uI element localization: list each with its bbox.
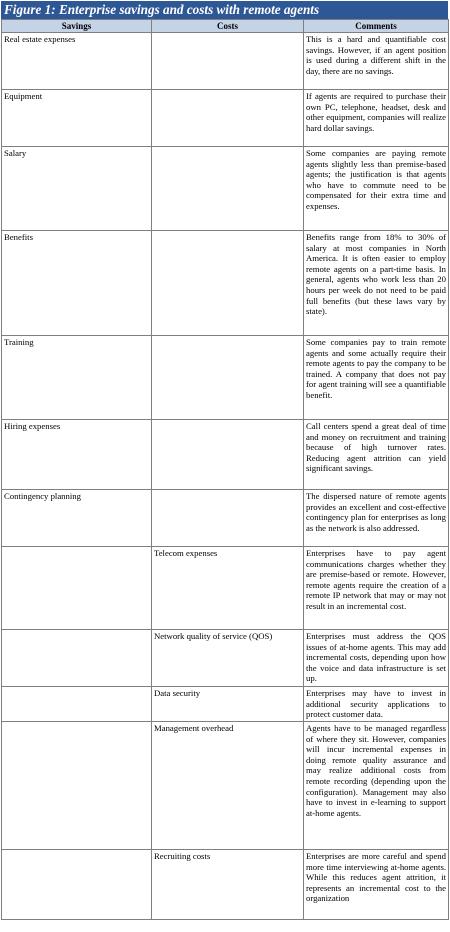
savings-cell: Equipment <box>2 90 152 147</box>
costs-cell: Recruiting costs <box>152 850 304 920</box>
comment-cell: Benefits range from 18% to 30% of salary at most companies in North America. It is often easier to employ remote agents on a part-time basis. In general, agents who work less than 20 hours per week do not need to be paid full benefits (but these laws vary by state). <box>304 231 449 336</box>
table-row <box>2 90 449 147</box>
savings-cell <box>2 722 152 850</box>
savings-cell: Salary <box>2 147 152 231</box>
savings-cell <box>2 850 152 920</box>
costs-cell: Telecom expenses <box>152 547 304 630</box>
savings-cell: Real estate expenses <box>2 33 152 90</box>
savings-cell <box>2 630 152 687</box>
savings-cell <box>2 687 152 722</box>
comment-cell: Enterprises are more careful and spend more time interviewing at-home agents. While this reduces agent attrition, it represents an incremental cost to the organization <box>304 850 449 920</box>
savings-cell: Training <box>2 336 152 420</box>
savings-costs-table <box>1 19 449 920</box>
table-row <box>2 630 449 687</box>
comment-cell: If agents are required to purchase their own PC, telephone, headset, desk and other equipment, companies will realize hard dollar savings. <box>304 90 449 147</box>
table-row <box>2 33 449 90</box>
savings-cell <box>2 547 152 630</box>
table-row <box>2 420 449 490</box>
costs-cell: Management overhead <box>152 722 304 850</box>
table-row <box>2 490 449 547</box>
comment-cell: Agents have to be managed regardless of where they sit. However, companies will incur incremental expenses in doing remote quality assurance and may realize additional costs from remote recording (depending upon the configuration). Management may also have to invest in e-learning to support at-home agents. <box>304 722 449 850</box>
comment-cell: The dispersed nature of remote agents provides an excellent and cost-effective contingency plan for enterprises as long as the network is also addressed. <box>304 490 449 547</box>
comment-cell: Enterprises must address the QOS issues of at-home agents. This may add incremental costs, depending upon how the voice and data infrastructure is set up. <box>304 630 449 687</box>
table-row <box>2 147 449 231</box>
figure <box>1 1 448 920</box>
table-row <box>2 722 449 850</box>
figure-title: Figure 1: Enterprise savings and costs with remote agents <box>1 1 448 19</box>
costs-cell <box>152 420 304 490</box>
table-row <box>2 850 449 920</box>
costs-cell <box>152 90 304 147</box>
comment-cell: Enterprises have to pay agent communications charges whether they are premise-based or remote. However, remote agents require the creation of a remote IP network that may or may not result in an incremental cost. <box>304 547 449 630</box>
costs-cell <box>152 336 304 420</box>
costs-cell <box>152 231 304 336</box>
savings-cell: Contingency planning <box>2 490 152 547</box>
column-header-comments: Comments <box>304 20 449 33</box>
comment-cell: Enterprises may have to invest in additional security applications to protect customer data. <box>304 687 449 722</box>
costs-cell: Data security <box>152 687 304 722</box>
comment-cell: Some companies pay to train remote agents and some actually require their remote agents to pay the company to be trained. A company that does not pay for agent training will see a quantifiable benefit. <box>304 336 449 420</box>
table-row <box>2 687 449 722</box>
costs-cell <box>152 33 304 90</box>
costs-cell <box>152 147 304 231</box>
comment-cell: Call centers spend a great deal of time and money on recruitment and training because of high turnover rates. Reducing agent attrition can yield significant savings. <box>304 420 449 490</box>
savings-cell: Benefits <box>2 231 152 336</box>
costs-cell <box>152 490 304 547</box>
column-header-costs: Costs <box>152 20 304 33</box>
savings-cell: Hiring expenses <box>2 420 152 490</box>
table-row <box>2 547 449 630</box>
comment-cell: Some companies are paying remote agents slightly less than premise-based agents; the justification is that agents who have to commute need to be compensated for their extra time and expenses. <box>304 147 449 231</box>
table-row <box>2 336 449 420</box>
column-header-savings: Savings <box>2 20 152 33</box>
costs-cell: Network quality of service (QOS) <box>152 630 304 687</box>
table-row <box>2 231 449 336</box>
table-header-row <box>2 20 449 33</box>
comment-cell: This is a hard and quantifiable cost savings. However, if an agent position is used during a different shift in the day, there are no savings. <box>304 33 449 90</box>
